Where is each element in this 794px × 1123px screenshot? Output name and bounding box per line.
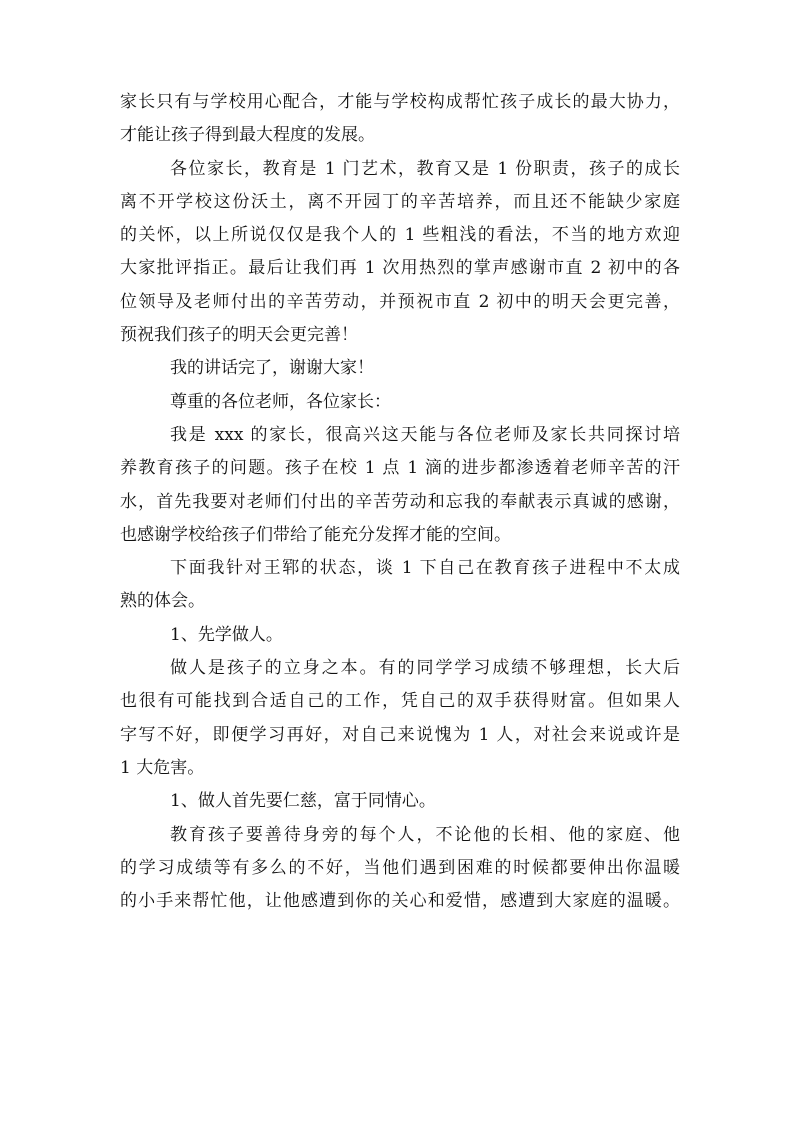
text-line: 教育孩子要善待身旁的每个人，不论他的长相、他的家庭、他 [170, 824, 680, 845]
text-line: 做人是孩子的立身之本。有的同学学习成绩不够理想，长大后 [170, 658, 680, 679]
text-line: 我的讲话完了，谢谢大家！ [170, 358, 374, 379]
text-line: 各位家长，教育是 1 门艺术，教育又是 1 份职责，孩子的成长 [170, 158, 680, 179]
text-line: 也很有可能找到合适自己的工作，凭自己的双手获得财富。但如果人 [120, 691, 680, 712]
text-line: 我是 xxx 的家长，很高兴这天能与各位老师及家长共同探讨培 [170, 424, 680, 445]
text-line: 养教育孩子的问题。孩子在校 1 点 1 滴的进步都渗透着老师辛苦的汗 [120, 458, 680, 479]
text-line: 的关怀，以上所说仅仅是我个人的 1 些粗浅的看法，不当的地方欢迎 [120, 225, 680, 246]
document-body [120, 86, 680, 918]
text-line: 下面我针对王郓的状态，谈 1 下自己在教育孩子进程中不太成 [170, 558, 680, 579]
text-line: 熟的体会。 [120, 591, 205, 612]
text-line: 的学习成绩等有多么的不好，当他们遇到困难的时候都要伸出你温暖 [120, 857, 680, 878]
text-line: 才能让孩子得到最大程度的发展。 [120, 125, 375, 146]
section-heading: 1、先学做人。 [170, 624, 283, 645]
text-line: 离不开学校这份沃土，离不开园丁的辛苦培养，而且还不能缺少家庭 [120, 191, 680, 212]
text-line: 尊重的各位老师，各位家长： [170, 391, 391, 412]
text-line: 字写不好，即便学习再好，对自己来说愧为 1 人，对社会来说或许是 [120, 724, 680, 745]
text-line: 预祝我们孩子的明天会更完善！ [120, 325, 358, 346]
text-line: 也感谢学校给孩子们带给了能充分发挥才能的空间。 [120, 524, 511, 545]
text-line: 位领导及老师付出的辛苦劳动，并预祝市直 2 初中的明天会更完善， [120, 291, 680, 312]
section-heading: 1、做人首先要仁慈，富于同情心。 [170, 791, 436, 812]
text-line: 大家批评指正。最后让我们再 1 次用热烈的掌声感谢市直 2 初中的各 [120, 258, 680, 279]
text-line: 1 大危害。 [120, 757, 205, 778]
text-line: 的小手来帮忙他，让他感遭到你的关心和爱惜，感遭到大家庭的温暖。 [120, 891, 680, 912]
text-line: 水，首先我要对老师们付出的辛苦劳动和忘我的奉献表示真诚的感谢， [120, 491, 680, 512]
text-line: 家长只有与学校用心配合，才能与学校构成帮忙孩子成长的最大协力， [120, 92, 680, 112]
